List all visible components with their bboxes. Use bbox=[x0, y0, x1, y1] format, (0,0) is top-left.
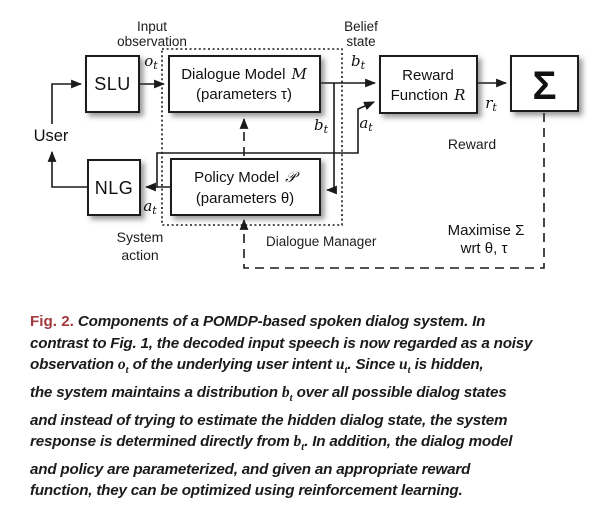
reward-function-title2: Function R bbox=[390, 86, 466, 104]
r-t-label: $r_t$ bbox=[485, 94, 497, 114]
caption-text: . Since bbox=[347, 356, 399, 374]
caption-text: and policy are parameterized, and given an appropriate reward bbox=[30, 460, 471, 478]
caption-text: is hidden, bbox=[410, 356, 484, 374]
caption-text: Components of a POMDP-based spoken dialog system. In bbox=[73, 313, 486, 330]
arrow-belief-to-policy bbox=[327, 83, 334, 190]
arrow-user-to-slu bbox=[52, 84, 81, 124]
maximise-label-1: Maximise Σ bbox=[447, 222, 525, 239]
reward-label: Reward bbox=[447, 136, 497, 152]
caption-line bbox=[30, 480, 590, 502]
input-observation-label-2: observation bbox=[117, 34, 187, 49]
sum-label: Σ bbox=[532, 64, 557, 108]
system-action-label-2: action bbox=[121, 247, 159, 263]
system-action-label-1: System bbox=[116, 229, 164, 245]
belief-state-label-2: state bbox=[346, 34, 376, 49]
caption-text: $b_t$ bbox=[293, 433, 305, 454]
input-observation-label-1: Input bbox=[136, 19, 168, 34]
caption-text: $b_t$ bbox=[281, 383, 293, 404]
caption-text: $o_t$ bbox=[117, 356, 129, 377]
o-t-label: $o_t$ bbox=[144, 52, 158, 72]
figure-number-label: Fig. 2. bbox=[30, 313, 74, 330]
caption-line bbox=[30, 382, 590, 410]
arrow-nlg-to-user bbox=[52, 152, 88, 187]
figure-caption bbox=[30, 311, 590, 502]
reward-function-title: Reward bbox=[402, 67, 454, 84]
caption-line bbox=[30, 410, 590, 432]
b-t-label-mid: $b_t$ bbox=[313, 116, 329, 136]
nlg-label: NLG bbox=[94, 178, 134, 198]
b-t-label-top: $b_t$ bbox=[350, 52, 366, 72]
dialogue-model-params: (parameters τ) bbox=[196, 86, 292, 103]
caption-line bbox=[30, 354, 590, 382]
belief-state-label-1: Belief bbox=[344, 19, 378, 34]
maximise-label-2: wrt θ, τ bbox=[460, 240, 508, 257]
caption-line bbox=[30, 459, 590, 481]
policy-model-params: (parameters θ) bbox=[195, 190, 295, 207]
caption-text: of the underlying user intent bbox=[128, 356, 336, 374]
caption-text: contrast to Fig. 1, the decoded input speech is now regarded as a noisy bbox=[30, 334, 533, 352]
a-t-label-right: $a_t$ bbox=[359, 114, 373, 134]
caption-line bbox=[30, 311, 590, 333]
caption-text: the system maintains a distribution bbox=[30, 383, 282, 401]
caption-text: observation bbox=[30, 356, 118, 374]
dialogue-manager-label: Dialogue Manager bbox=[266, 234, 377, 249]
caption-text: response is determined directly from bbox=[30, 433, 294, 451]
slu-label: SLU bbox=[94, 74, 131, 94]
caption-text: and instead of trying to estimate the hidden dialog state, the system bbox=[30, 411, 508, 429]
caption-text: . In addition, the dialog model bbox=[304, 433, 513, 451]
caption-line bbox=[30, 333, 590, 355]
caption-line bbox=[30, 431, 590, 459]
dialogue-model-title: Dialogue Model M bbox=[181, 65, 307, 83]
user-label: User bbox=[33, 127, 69, 145]
caption-text: over all possible dialog states bbox=[292, 383, 507, 401]
policy-model-title: Policy Model 𝒫 bbox=[194, 168, 296, 186]
a-t-label-bottom: $a_t$ bbox=[143, 197, 157, 217]
caption-text: $u_t$ bbox=[335, 356, 348, 377]
caption-text: $u_t$ bbox=[399, 356, 411, 377]
caption-text: function, they can be optimized using reinforcement learning. bbox=[30, 482, 463, 500]
reward-function-box bbox=[380, 56, 477, 113]
